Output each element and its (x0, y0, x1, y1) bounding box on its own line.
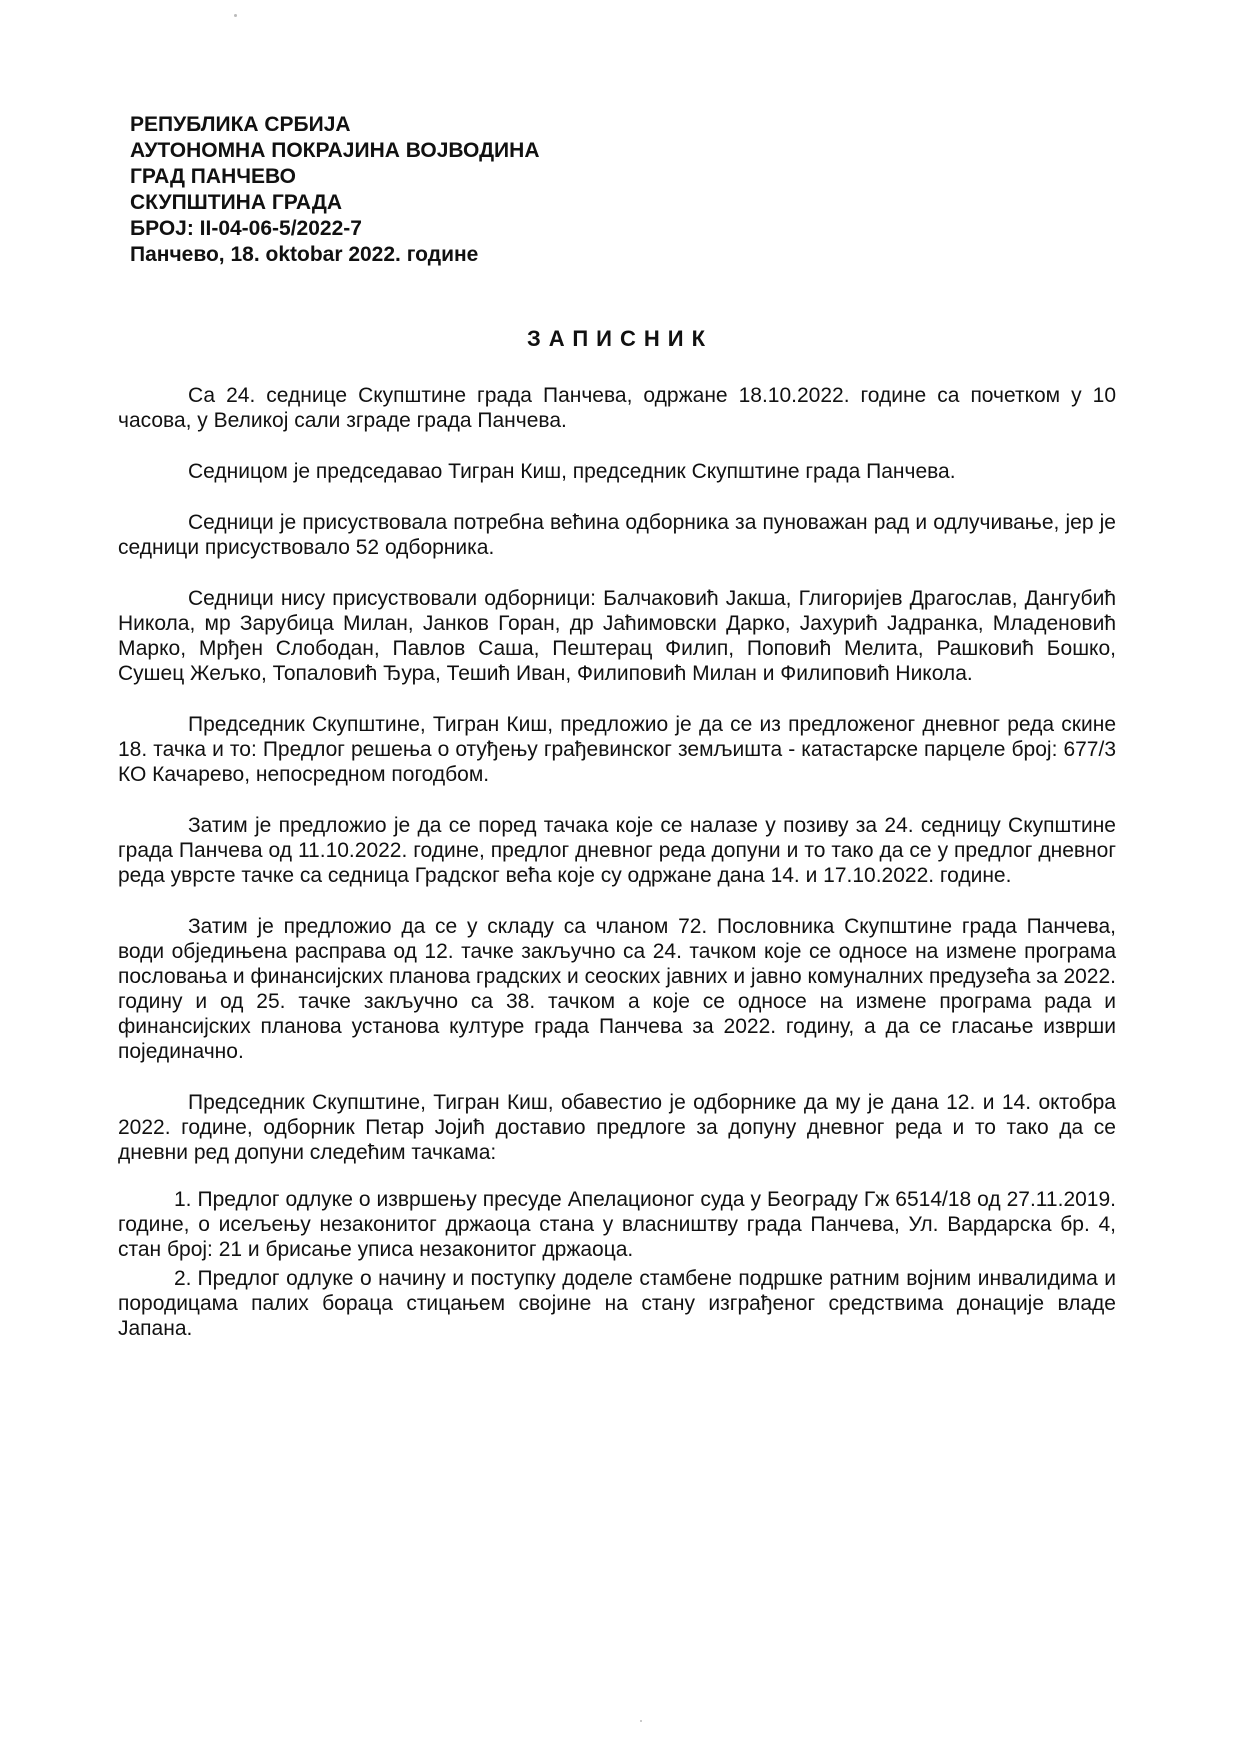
proposal-list (118, 1187, 1116, 1341)
header-line-assembly: СКУПШТИНА ГРАДА (130, 191, 342, 214)
list-item-text: Предлог одлуке о начину и поступку доделе стамбене подршке ратним војним инвалидима и породицама палих бораца стицањем својине на стану изграђеног средствима донације владе Јапана. (118, 1267, 1116, 1340)
paragraph-proposals: Председник Скупштине, Тигран Киш, обавестио је одборнике да му је дана 12. и 14. октобра 2022. године, одборник Петар Јојић доставио предлоге за допуну дневног реда и то тако да се дневни ред допуни следећим тачкама: (118, 1091, 1116, 1164)
paragraph-agenda-supplement: Затим је предложио је да се поред тачака које се налазе у позиву за 24. седницу Скупштине града Панчева од 11.10.2022. године, предлог дневног реда допуни и то тако да се у предлог дневног реда уврсте тачке са седница Градског већа које су одржане дана 14. и 17.10.2022. године. (118, 814, 1116, 887)
list-item (118, 1187, 1116, 1262)
list-item-number: 2. (174, 1267, 192, 1290)
paragraph-session-info: Са 24. седнице Скупштине града Панчева, одржане 18.10.2022. године са почетком у 10 часова, у Великој сали зграде града Панчева. (118, 384, 1116, 432)
document-header (130, 112, 539, 268)
list-item (118, 1266, 1116, 1341)
paragraph-joint-debate: Затим је предложио да се у складу са чланом 72. Пословника Скупштине града Панчева, води обједињена расправа од 12. тачке закључно са 24. тачком које се односе на измене програма пословања и финансијских планова градских и сеоских јавних и јавно комуналних предузећа за 2022. годину и од 25. тачке закључно са 38. тачком а које се односе на измене програма рада и финансијских планова установа културе града Панчева за 2022. годину, а да се гласање изврши појединачно. (118, 915, 1116, 1063)
document-title: ЗАПИСНИК (526, 326, 714, 351)
list-item-text: Предлог одлуке о извршењу пресуде Апелационог суда у Београду Гж 6514/18 од 27.11.2019. године, о исељењу незаконитог држаоца стана у власништву града Панчева, Ул. Вардарска бр. 4, стан број: 21 и брисање уписа незаконитог држаоца. (118, 1188, 1116, 1261)
header-line-number: БРОЈ: II-04-06-5/2022-7 (130, 217, 362, 240)
scan-speck (234, 14, 237, 17)
scan-speck (640, 1720, 642, 1722)
header-line-province: АУТОНОМНА ПОКРАЈИНА ВОЈВОДИНА (130, 139, 540, 162)
paragraph-chair: Седницом је председавао Тигран Киш, председник Скупштине града Панчева. (188, 460, 956, 483)
list-item-number: 1. (174, 1188, 192, 1211)
paragraph-absent: Седници нису присуствовали одборници: Балчаковић Јакша, Глигоријев Драгослав, Дангубић Никола, мр Зарубица Милан, Јанков Горан, др Јаћимовски Дарко, Јахурић Јадранка, Младеновић Марко, Мрђен Слободан, Павлов Саша, Пештерац Филип, Поповић Мелита, Рашковић Бошко, Сушец Жељко, Топаловић Ђура, Тешић Иван, Филиповић Милан и Филиповић Никола. (118, 587, 1116, 685)
paragraph-quorum: Седници је присуствовала потребна већина одборника за пуноважан рад и одлучивање, јер је седници присуствовало 52 одборника. (118, 511, 1116, 559)
header-line-country: РЕПУБЛИКА СРБИЈА (130, 113, 351, 136)
document-body (118, 383, 1116, 1345)
paragraph-agenda-removal: Председник Скупштине, Тигран Киш, предложио је да се из предложеног дневног реда скине 18. тачка и то: Предлог решења о отуђењу грађевинског земљишта - катастарске парцеле број: 677/3 КО Качарево, непосредном погодбом. (118, 713, 1116, 786)
header-line-date: Панчево, 18. oktobar 2022. године (130, 243, 479, 266)
header-line-city: ГРАД ПАНЧЕВО (130, 165, 296, 188)
